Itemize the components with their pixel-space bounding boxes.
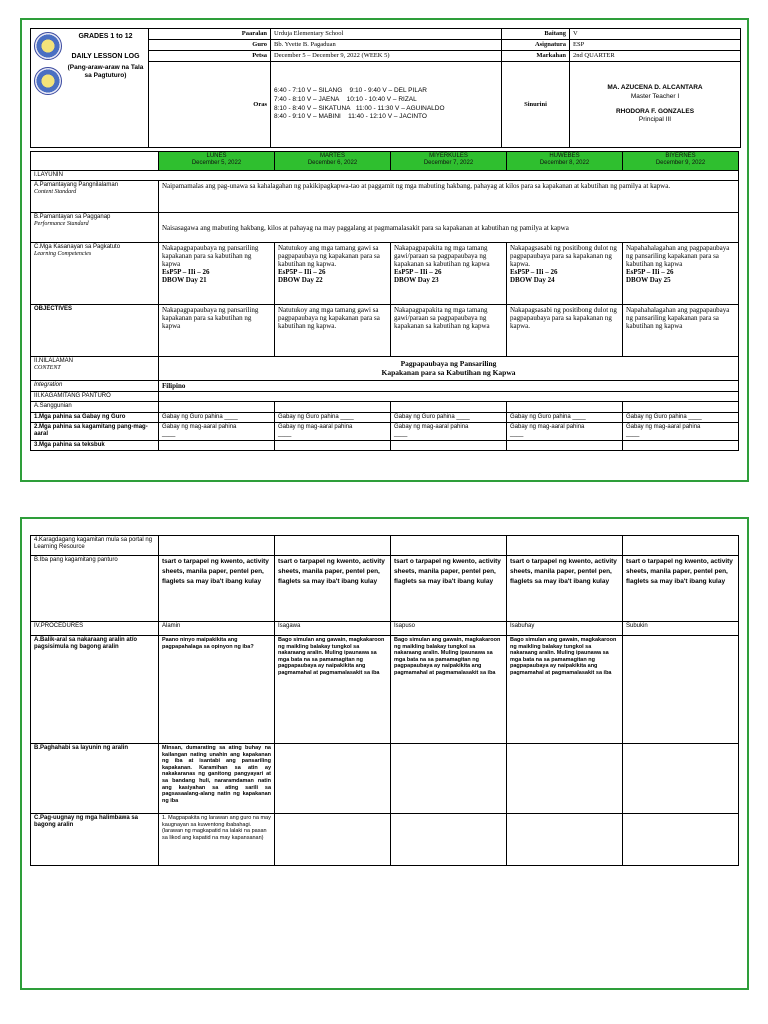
sinurini-signatories [570, 62, 741, 148]
guro-value: Bb. Yvette B. Pagaduan [271, 40, 502, 51]
kagamitang-label: III.KAGAMITANG PANTURO [31, 392, 159, 402]
procedure-cell: Alamin [159, 622, 275, 636]
pamantayang-text: Naipamamalas ang pag-unawa sa kahalagahan ng pakikipagkapwa-tao at paggamit ng mga mabuting hakbang, pahayag at kilos para sa kapakanan at kabutihan ng pamilya at kapwa. [159, 181, 739, 213]
baitang-label: Baitang [502, 29, 570, 40]
balik-cell: Bago simulan ang gawain, magkakaroon ng maikling balakay tungkol sa nakaraang aralin. Muling ipaunawa sa mga bata na sa pamamagitan ng pagpapaubaya ay naipakikita ang pagmamahal at pagmamalasakit sa iba [275, 636, 391, 744]
gabay-cell: Gabay ng Guro pahina ____ [159, 412, 275, 422]
integration-label: Integration [31, 381, 159, 392]
kasanayan-label-cell: C.Mga Kasanayan sa Pagkatuto Learning Competencies [31, 243, 159, 305]
petsa-value: December 5 – December 9, 2022 (WEEK 5) [271, 51, 502, 62]
procedures-label: IV.PROCEDURES [31, 622, 159, 636]
objective-cell: Nakapagpapakita ng mga tamang gawi/paraan sa pagpapaubaya ng kapakanan sa kabutihan ng kapwa [391, 305, 507, 357]
paghahabi-label: B.Paghahabi sa layunin ng aralin [31, 744, 159, 814]
day-header: MIYERKULES December 7, 2022 [391, 152, 507, 171]
balik-cell: Paano ninyo maipakikita ang pagpapahalaga sa opinyon ng iba? [159, 636, 275, 744]
guro-label: Guro [149, 40, 271, 51]
pamantayang-label-cell: A.Pamantayang Pangnilalaman Content Standard [31, 181, 159, 213]
objectives-label: OBJECTIVES [31, 305, 159, 357]
nilalaman-text: Pagpapaubaya ng Pansariling Kapakanan para sa Kabutihan ng Kapwa [159, 357, 739, 381]
header-title-cell [31, 29, 149, 148]
day-header: MARTES December 6, 2022 [275, 152, 391, 171]
gabay-cell: Gabay ng Guro pahina ____ [275, 412, 391, 422]
iba-cell: tsart o tarpapel ng kwento, activity sheets, manila paper, pentel pen, flaglets sa may iba't ibang kulay [507, 556, 623, 622]
lesson-log-page-2 [20, 517, 749, 990]
procedure-cell: Subukin [623, 622, 739, 636]
gabay-label: 1.Mga pahina sa Gabay ng Guro [31, 412, 159, 422]
deped-seal-logo [34, 32, 62, 60]
teksbuk-label: 3.Mga pahina sa teksbuk [31, 440, 159, 450]
day-header: HUWEBES December 8, 2022 [507, 152, 623, 171]
balik-cell: Bago simulan ang gawain, magkakaroon ng maikling balakay tungkol sa nakaraang aralin. Muling ipaunawa sa mga bata na sa pamamagitan ng pagpapaubaya ay naipakikita ang pagmamahal at pagmamalasakit sa iba [507, 636, 623, 744]
nilalaman-label-cell: II.NILALAMAN CONTENT [31, 357, 159, 381]
oras-schedule: 6:40 - 7:10 V – SILANG 9:10 - 9:40 V – DEL PILAR 7:40 - 8:10 V – JAENA 10:10 - 10:40 V – RIZAL 8:10 - 8:40 V – SIKATUNA 11:00 - 11:30 V – AGUINALDO 8:40 - 9:10 V – MABINI 11:40 - 12:10 V – JACINTO [271, 62, 502, 148]
lesson-table-1 [30, 151, 739, 451]
paguugnay-label: C.Pag-uugnay ng mga halimbawa sa bagong aralin [31, 814, 159, 866]
objective-cell: Nakapagsasabi ng positibong dulot ng pagpapaubaya para sa kapakanan ng kapwa. [507, 305, 623, 357]
magaaral-cell: Gabay ng mag-aaral pahina ____ [275, 422, 391, 440]
lesson-table-2 [30, 535, 739, 866]
grades-label: GRADES 1 to 12 [78, 33, 133, 40]
asignatura-label: Asignatura [502, 40, 570, 51]
integration-value: Filipino [159, 381, 739, 392]
balik-label: A.Balik-aral sa nakaraang aralin at/o pagsisimula ng bagong aralin [31, 636, 159, 744]
procedure-cell: Isabuhay [507, 622, 623, 636]
petsa-label: Petsa [149, 51, 271, 62]
kasanayan-cell: Nakapagpapaubaya ng pansariling kapakanan para sa kabutihan ng kapwa EsP5P – IIi – 26 DBOW Day 21 [159, 243, 275, 305]
log-subtitle: (Pang-araw-araw na Tala sa Pagtuturo) [67, 63, 144, 79]
teacher-name: MA. AZUCENA D. ALCANTARA [607, 83, 703, 91]
karagdagan-label: 4.Karagdagang kagamitan mula sa portal ng Learning Resource [31, 536, 159, 556]
balik-cell: Bago simulan ang gawain, magkakaroon ng maikling balakay tungkol sa nakaraang aralin. Muling ipaunawa sa mga bata na sa pamamagitan ng pagpapaubaya ay naipakikita ang pagmamahal at pagmamalasakit sa iba [391, 636, 507, 744]
principal-title: Principal III [638, 116, 672, 124]
sinurini-label: Sinurini [502, 62, 570, 148]
gabay-cell: Gabay ng Guro pahina ____ [391, 412, 507, 422]
teacher-title: Master Teacher I [630, 92, 680, 100]
objective-cell: Napahahalagahan ang pagpapaubaya ng pansariling kapakanan para sa kabutihan ng kapwa [623, 305, 739, 357]
kasanayan-cell: Napahahalagahan ang pagpapaubaya ng pansariling kapakanan para sa kabutihan ng kapwa EsP5P – IIi – 26 DBOW Day 25 [623, 243, 739, 305]
school-seal-logo [34, 67, 62, 95]
markahan-label: Markahan [502, 51, 570, 62]
gabay-cell: Gabay ng Guro pahina ____ [507, 412, 623, 422]
oras-label: Oras [149, 62, 271, 148]
objective-cell: Natutukoy ang mga tamang gawi sa pagpapaubaya ng kapakanan para sa kabutihan ng kapwa. [275, 305, 391, 357]
asignatura-value: ESP [570, 40, 741, 51]
objective-cell: Nakapagpapaubaya ng pansariling kapakanan para sa kabutihan ng kapwa [159, 305, 275, 357]
lesson-log-page-1 [20, 18, 749, 482]
balik-cell [623, 636, 739, 744]
paganap-label-cell: B.Pamantayan sa Pagganap Performance Standard [31, 213, 159, 243]
kasanayan-cell: Nakapagpapakita ng mga tamang gawi/paraan sa pagpapaubaya ng kapakanan sa kabutihan ng kapwa EsP5P – IIi – 26 DBOW Day 23 [391, 243, 507, 305]
procedure-cell: Isapuso [391, 622, 507, 636]
principal-name: RHODORA F. GONZALES [615, 107, 695, 115]
gabay-cell: Gabay ng Guro pahina ____ [623, 412, 739, 422]
magaaral-cell: Gabay ng mag-aaral pahina ____ [391, 422, 507, 440]
day-header: LUNES December 5, 2022 [159, 152, 275, 171]
paaralan-value: Urduja Elementary School [271, 29, 502, 40]
magaaral-cell: Gabay ng mag-aaral pahina ____ [159, 422, 275, 440]
paguugnay-cell: 1. Magpapakita ng larawan ang guro na may kaugnayan sa kuwentong ibabahagi. (larawan ng magkapatid na lalaki na pasan sa likod ang kapatid na may kapansanan) [159, 814, 275, 866]
iba-cell: tsart o tarpapel ng kwento, activity sheets, manila paper, pentel pen, flaglets sa may iba't ibang kulay [159, 556, 275, 622]
log-title: DAILY LESSON LOG [71, 53, 140, 61]
iba-cell: tsart o tarpapel ng kwento, activity sheets, manila paper, pentel pen, flaglets sa may iba't ibang kulay [623, 556, 739, 622]
magaaral-cell: Gabay ng mag-aaral pahina ____ [623, 422, 739, 440]
markahan-value: 2nd QUARTER [570, 51, 741, 62]
magaaral-label: 2.Mga pahina sa kagamitang pang-mag-aaral [31, 422, 159, 440]
kasanayan-cell: Nakapagsasabi ng positibong dulot ng pagpapaubaya para sa kapakanan ng kapwa. EsP5P – IIi – 26 DBOW Day 24 [507, 243, 623, 305]
day-header: BIYERNES December 9, 2022 [623, 152, 739, 171]
magaaral-cell: Gabay ng mag-aaral pahina ____ [507, 422, 623, 440]
paghahabi-cell: Minsan, dumarating sa ating buhay na kailangan nating unahin ang kapakanan ng iba at isantabi ang pansariling kapakanan. Karamihan sa atin ay nakakaranas ng ganitong pangyayari at sa bandang huli, nararamdaman natin ang kasiyahan sa ating sarili sa pagsasaalang-alang natin ng kapakanan ng iba [159, 744, 275, 814]
paganap-text: Naisasagawa ang mabuting hakbang, kilos at pahayag na may paggalang at pagmamalasakit para sa kapakanan at kabutihan ng pamilya at kapwa [159, 213, 739, 243]
sanggunian-label: A.Sanggunian [31, 402, 159, 412]
paaralan-label: Paaralan [149, 29, 271, 40]
header-table [30, 28, 741, 148]
baitang-value: V [570, 29, 741, 40]
iba-label: B.Iba pang kagamitang panturo [31, 556, 159, 622]
layunin-row: I.LAYUNIN [31, 171, 739, 181]
kasanayan-cell: Natutukoy ang mga tamang gawi sa pagpapaubaya ng kapakanan para sa kabutihan ng kapwa. EsP5P – IIi – 26 DBOW Day 22 [275, 243, 391, 305]
iba-cell: tsart o tarpapel ng kwento, activity sheets, manila paper, pentel pen, flaglets sa may iba't ibang kulay [391, 556, 507, 622]
procedure-cell: Isagawa [275, 622, 391, 636]
iba-cell: tsart o tarpapel ng kwento, activity sheets, manila paper, pentel pen, flaglets sa may iba't ibang kulay [275, 556, 391, 622]
